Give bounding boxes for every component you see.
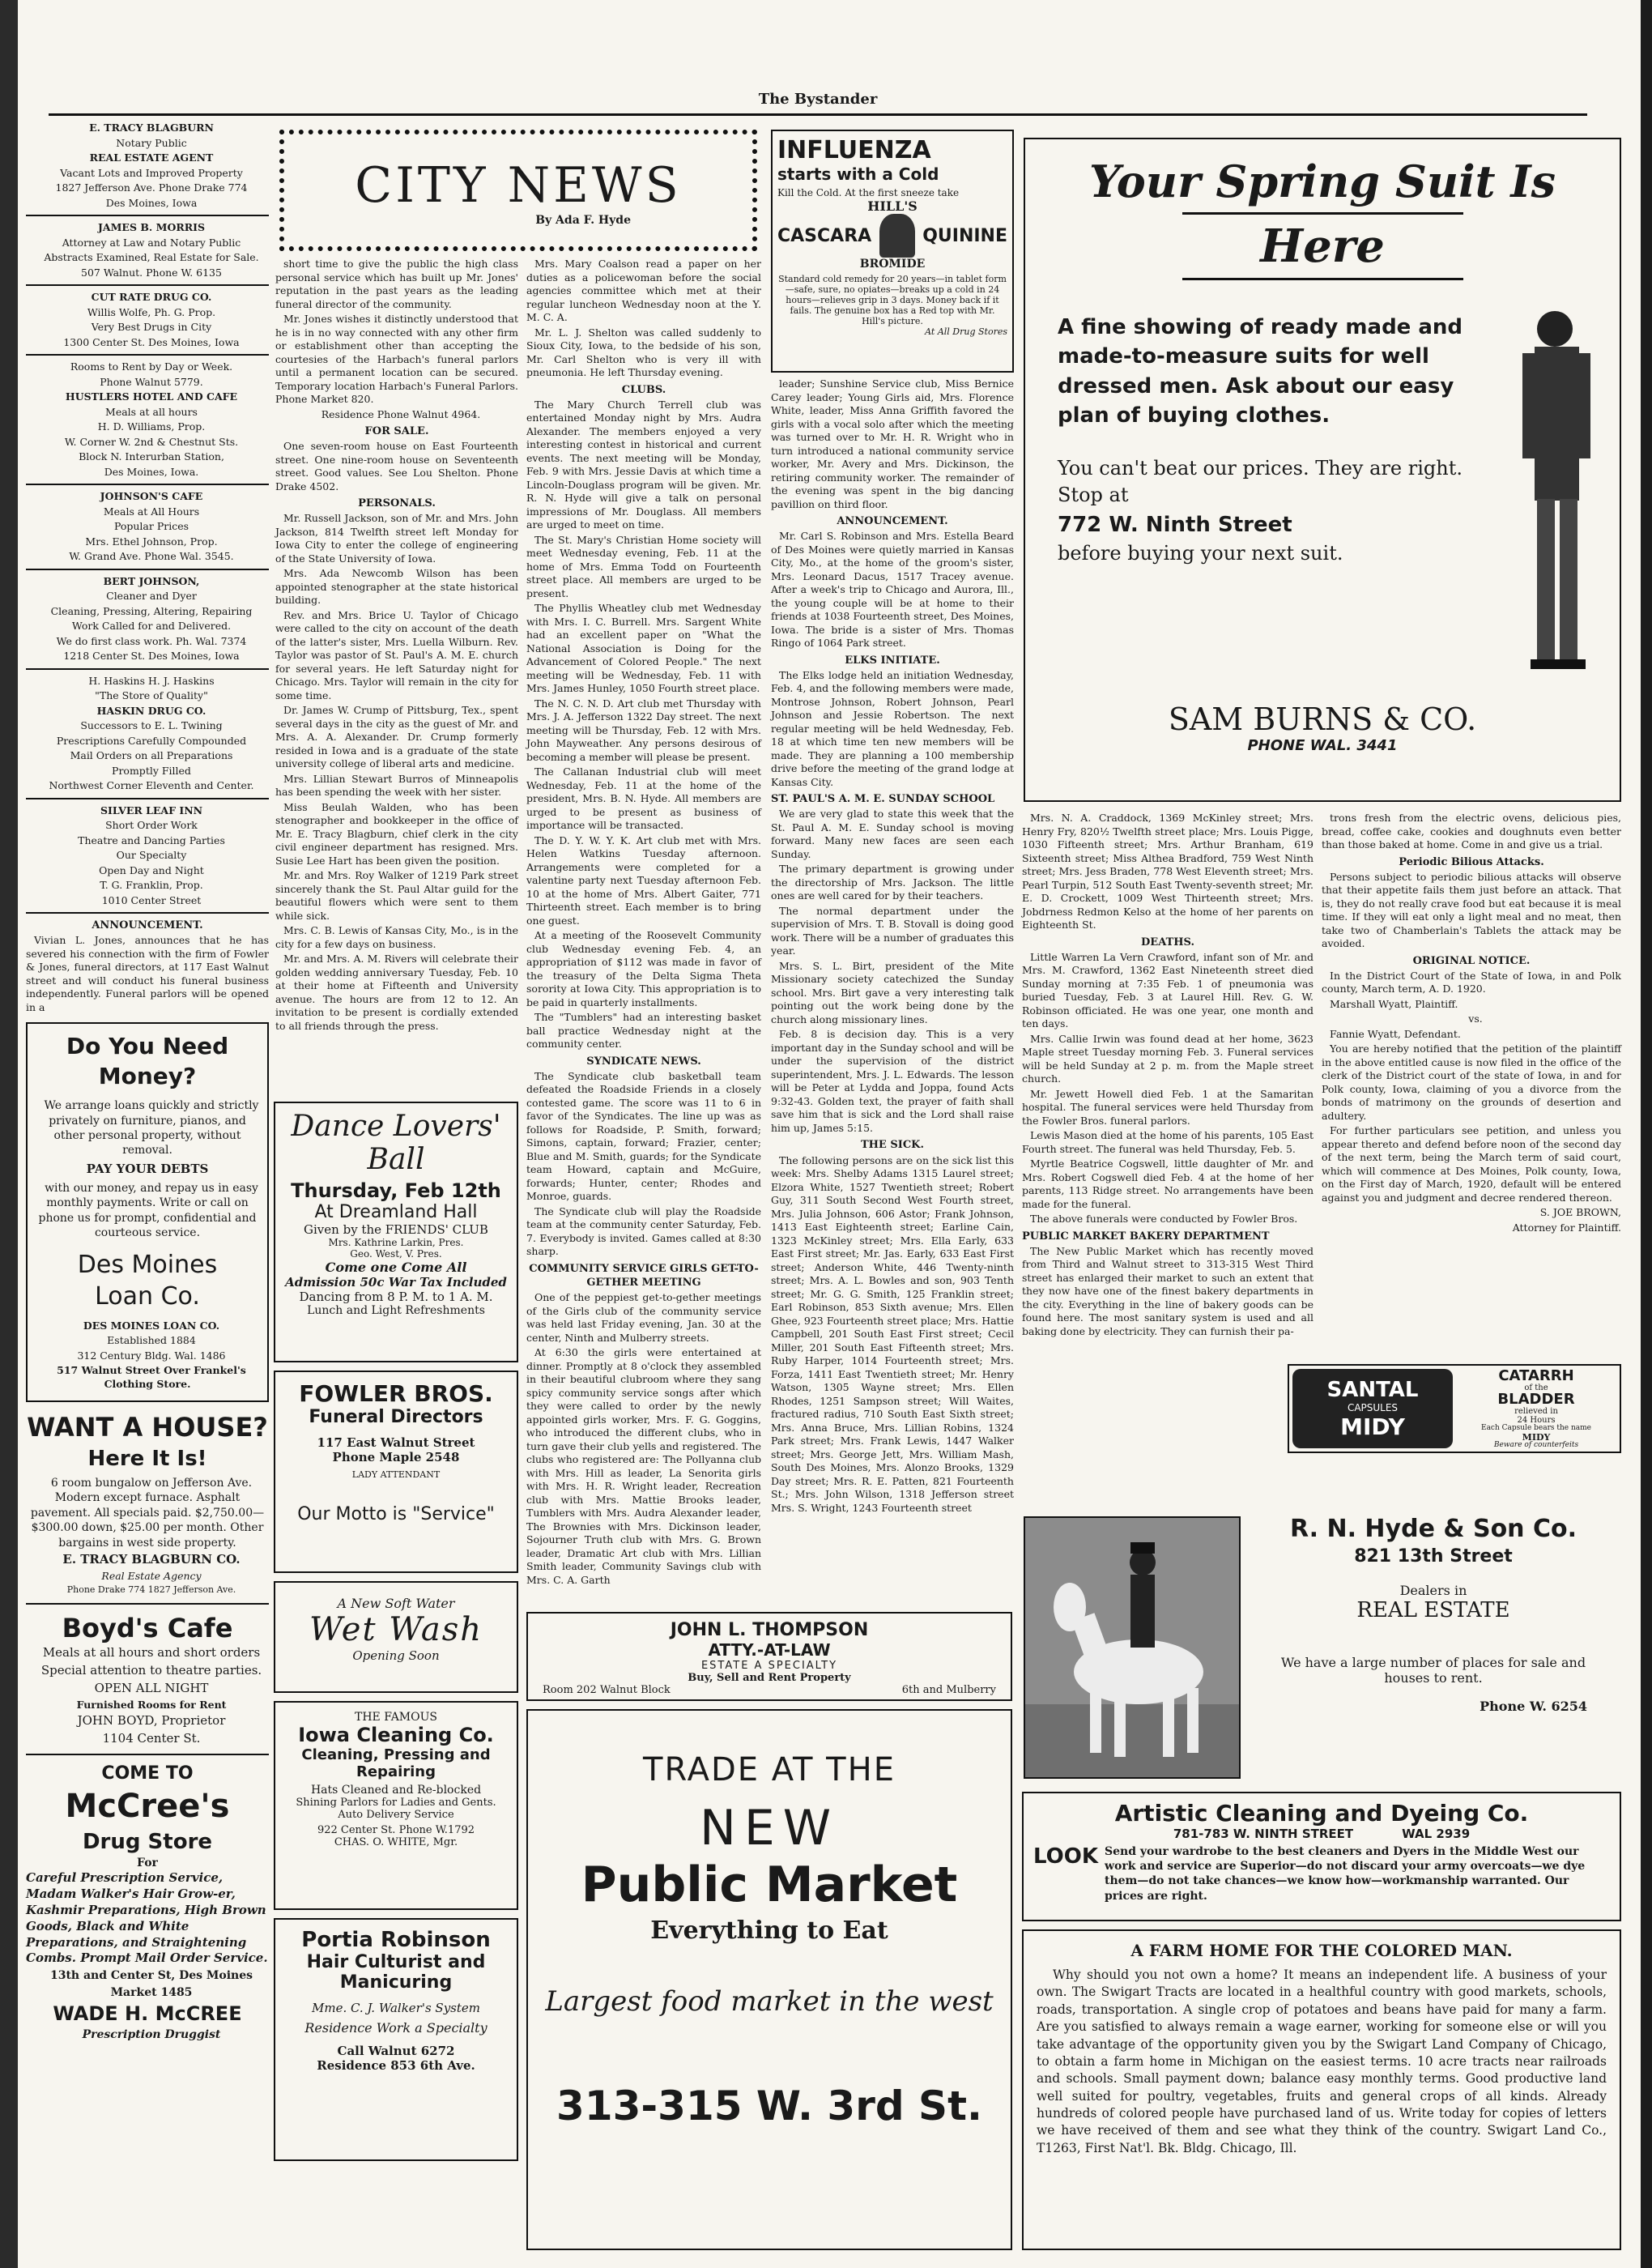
spring-heading: Your Spring Suit Is	[1088, 156, 1556, 207]
ad-line: Prescriptions Carefully Compounded	[56, 734, 247, 747]
thompson-line: Room 202 Walnut Block	[543, 1684, 671, 1696]
news-paragraph: The normal department under the supervision of Mrs. T. B. Stovall is doing good work. There will be a number of graduates this year.	[771, 904, 1014, 957]
ad-artistic-cleaning	[1022, 1792, 1621, 1921]
ad-line: Theatre and Dancing Parties	[78, 833, 225, 846]
st-pauls-heading: ST. PAUL'S A. M. E. SUNDAY SCHOOL	[771, 793, 995, 806]
ad-des-moines-loan	[26, 1022, 269, 1402]
news-paragraph: Myrtle Beatrice Cogswell, little daughter of Mr. and Mrs. Robert Cogswell died Feb. 4 at the home of her parents, 113 Ridge street. No arrangements have been made for the funeral.	[1022, 1157, 1314, 1210]
ad-line: HUSTLERS HOTEL AND CAFE	[65, 390, 238, 403]
ad-line: Short Order Work	[105, 819, 198, 831]
ad-line: Abstracts Examined, Real Estate for Sale.	[44, 251, 259, 263]
santal-word: CAPSULES	[1347, 1401, 1399, 1413]
news-paragraph: In the District Court of the State of Iowa, in and Polk county, March term, A. D. 1920.	[1322, 969, 1621, 995]
ad-line: Successors to E. L. Twining	[80, 719, 223, 731]
market-line: Everything to Eat	[650, 1916, 888, 1945]
ad-line: Phone Walnut 5779.	[100, 375, 203, 388]
mccree-heading: McCree's	[65, 1787, 230, 1825]
news-paragraph: The Callanan Industrial club will meet Wednesday, Feb. 11 at the home of the president, Mrs. B. N. Hyde. All members are urged to be present as business of importance will be transacted.	[526, 765, 761, 832]
ad-iowa-cleaning	[274, 1701, 518, 1910]
santal-right	[1456, 1369, 1616, 1448]
santal-line: MIDY	[1522, 1431, 1551, 1443]
fowler-line: Funeral Directors	[309, 1407, 483, 1427]
fowler-line: LADY ATTENDANT	[351, 1469, 441, 1480]
news-paragraph: Mrs. Callie Irwin was found dead at her home, 3623 Maple street Tuesday morning Feb. 3. Funeral services will be held Sunday at 2 p. m. from the Maple street church.	[1022, 1032, 1314, 1085]
mccree-line: Drug Store	[82, 1829, 213, 1854]
wetwash-heading: Wet Wash	[309, 1611, 483, 1648]
loan-foot: DES MOINES LOAN CO.	[83, 1319, 220, 1332]
news-column-6	[1322, 812, 1621, 1281]
signature-line: Attorney for Plaintiff.	[1512, 1221, 1621, 1234]
deaths-heading: DEATHS.	[1141, 936, 1194, 949]
news-paragraph: Mr. and Mrs. A. M. Rivers will celebrate their golden wedding anniversary Tuesday, Feb. 10 at their home at Fifteenth and University avenue. The hours are from 12 to 12. An invitation to be present is cordially extended to all friends through the press.	[275, 953, 518, 1032]
syndicate-heading: SYNDICATE NEWS.	[586, 1055, 701, 1068]
news-paragraph: Little Warren La Vern Crawford, infant son of Mr. and Mrs. M. Crawford, 1362 East Nineteenth street died Sunday morning at 7:35 Feb. 1 of pneumonia was buried Tuesday, Feb. 3 at Laurel Hill. Rev. G. W. Robinson officiated. He was one year, one month and ten days.	[1022, 950, 1314, 1030]
santal-line: Each Capsule bears the name	[1481, 1424, 1591, 1433]
market-heading: NEW	[699, 1800, 840, 1857]
ad-line: W. Grand Ave. Phone Wal. 3545.	[69, 550, 234, 562]
thompson-line: ESTATE A SPECIALTY	[700, 1660, 838, 1672]
news-paragraph: Mr. and Mrs. Roy Walker of 1219 Park street sincerely thank the St. Paul Altar guild for the beautiful flowers which were sent to them while sick.	[275, 869, 518, 922]
mccree-line: For	[137, 1856, 158, 1869]
artistic-look: LOOK	[1033, 1844, 1098, 1869]
news-paragraph: Mrs. Mary Coalson read a paper on her duties as a policewoman before the social agencies committee which met at their regular luncheon Wednesday noon at the Y. M. C. A.	[526, 258, 761, 323]
ad-line: SILVER LEAF INN	[100, 804, 203, 816]
hyde-line: We have a large number of places for sale and houses to rent.	[1280, 1655, 1586, 1686]
wetwash-line: Opening Soon	[352, 1648, 440, 1663]
personals-heading: PERSONALS.	[358, 497, 436, 510]
for-sale-heading: FOR SALE.	[364, 425, 429, 437]
santal-line: relieved in	[1514, 1407, 1558, 1417]
fowler-heading: FOWLER BROS.	[299, 1380, 493, 1407]
news-paragraph: The Syndicate club basketball team defeated the Roadside Friends in a closely contested game. The score was 11 to 6 in favor of the Syndicates. The line up was as follows for Roadside, P. Smith, forward; Simons, captain, forward; Frazier, center; Blue and M. Smith, guards; for the Syndicate team Howard, captain and McGuire, forwards; Hunter, center; Rhodes and Monroe, guards.	[526, 1069, 761, 1203]
city-news-header	[279, 130, 757, 251]
iowa-line: Hats Cleaned and Re-blocked	[310, 1784, 482, 1797]
news-paragraph: You are hereby notified that the petition of the plaintiff in the above entitled cause is now filed in the office of the clerk of the District court of the state of Iowa, in and for Polk county, Iowa, claiming of you a divorce from the bonds of matrimony on the grounds of desertion and adultery.	[1322, 1042, 1621, 1122]
news-paragraph: The following persons are on the sick list this week: Mrs. Shelby Adams 1315 Laurel street; Elzora White, 1527 Twentieth street; Robert Guy, 311 South Second West Fourth street, Mrs. Julia Johnson, 606 Astor; Frank Johnson, 1413 East Eighteenth street; Earline Cain, 1323 McKinley street; Mrs. Ella Early, 633 East First street; Mr. Jas. Early, 633 East First street; Anderson White, 446 Twenty-ninth street; Mrs. A. L. Bowles and son, 903 Tenth street; Mr. G. G. Smith, 125 Franklin street; Earl Robinson, 853 Sixth avenue; Mrs. Ellen Ghee, 923 Fourteenth street place; Mrs. Hattie Campbell, 201 South East First street; Cecil Miller, 201 South East Fifteenth street; Mrs. Ruby Harper, 1014 Fourteenth street; Mrs. Forza, 1411 East Twentieth street; Mr. Henry Watson, 1305 Wayne street; Mrs. Ellen Rhodes, 1251 Sampson street; Will Waites, fractured radius, 710 South East Sixth street; Mrs. Anna Bruce, Mrs. Lillian Robins, 1324 Park street; Mrs. Frank Lewis, 1447 Walker street; Mrs. George Jett, Mrs. William Mash, South Des Moines, Mrs. Alonzo Brooks, 1329 Day street; Mrs. R. E. Patten, 821 Fourteenth St.; Mrs. John Wilson, 1318 Jefferson street Mrs. S. Wright, 1243 Fourteenth street	[771, 1153, 1014, 1514]
news-paragraph: The Mary Church Terrell club was entertained Monday night by Mrs. Audra Alexander. The members enjoyed a very interesting contest in historical and current events. The next meeting will be Monday, Feb. 9 with Mrs. Jessie Davis at which time a Lincoln-Douglass program will be given. Mr. R. N. Hyde will give a talk on personal impressions of Mr. Douglass. All members are urged to meet on time.	[526, 398, 761, 531]
market-line: TRADE AT THE	[643, 1751, 896, 1788]
mccree-line: COME TO	[101, 1763, 194, 1784]
ad-line: JAMES B. MORRIS	[97, 221, 205, 233]
spring-beat: You can't beat our prices. They are right. Stop at	[1058, 456, 1463, 507]
city-news-title: CITY NEWS	[355, 157, 682, 214]
fowler-line: Phone Maple 2548	[332, 1450, 460, 1464]
mccree-body: Careful Prescription Service, Madam Walker's Hair Grow-er, Kashmir Preparations, High Brown Goods, Black and White Preparations, and Straightening Combs. Prompt Mail Order Service.	[26, 1870, 268, 1966]
iowa-line: THE FAMOUS	[354, 1711, 438, 1724]
boyd-heading: Boyd's Cafe	[62, 1613, 233, 1643]
ad-want-a-house	[26, 1410, 269, 1605]
news-paragraph: Mrs. S. L. Birt, president of the Mite Missionary society catechized the Sunday school. Mrs. Birt gave a very interesting talk pointing out the work being done by the church along missionary lines.	[771, 959, 1014, 1025]
influenza-heading: INFLUENZA	[777, 136, 931, 164]
thompson-heading: JOHN L. THOMPSON	[670, 1620, 869, 1640]
ad-line: Block N. Interurban Station,	[79, 450, 224, 463]
dance-lunch: Lunch and Light Refreshments	[307, 1304, 485, 1317]
house-foot: Real Estate Agency	[101, 1569, 202, 1582]
news-paragraph: Mrs. Ada Newcomb Wilson has been appointed stenographer at the state historical building.	[275, 567, 518, 607]
brand-name: BROMIDE	[859, 258, 926, 271]
artistic-heading: Artistic Cleaning and Dyeing Co.	[1114, 1800, 1529, 1827]
news-paragraph: The "Tumblers" had an interesting basket ball practice Wednesday night at the community center.	[526, 1011, 761, 1051]
ad-line: Des Moines, Iowa	[105, 196, 198, 209]
portia-line: Mme. C. J. Walker's System	[311, 2001, 480, 2015]
news-paragraph: Mrs. Lillian Stewart Burros of Minneapolis has been spending the week with her sister.	[275, 772, 518, 799]
thompson-line: Buy, Sell and Rent Property	[688, 1672, 851, 1684]
market-slogan: Largest food market in the west	[545, 1985, 994, 2018]
ad-line: CUT RATE DRUG CO.	[91, 291, 212, 303]
news-paragraph: short time to give the public the high class personal service which has built up Mr. Jones' reputation in the past years as the leading funeral director of the community.	[275, 258, 518, 310]
ad-line: Des Moines, Iowa.	[104, 465, 199, 478]
portia-line: Residence Work a Specialty	[304, 2020, 488, 2036]
dance-admission: Admission 50c War Tax Included	[285, 1275, 507, 1290]
ad-rn-hyde-son	[1247, 1515, 1620, 1782]
ad-cut-rate-drug	[26, 291, 269, 356]
news-paragraph: vs.	[1468, 1013, 1483, 1025]
page-edge-left	[0, 0, 18, 2268]
news-paragraph: Marshall Wyatt, Plaintiff.	[1330, 997, 1458, 1010]
mccree-line: Market 1485	[110, 1985, 193, 1999]
news-paragraph: The D. Y. W. Y. K. Art club met with Mrs. Helen Watkins Tuesday afternoon. Arrangements were completed for a valentine party next Tuesday afternoon Feb. 10 at the home of Mrs. Albert Gaiter, 771 Thirteenth street. Each member is to bring one guest.	[526, 833, 761, 927]
ad-new-public-market	[526, 1709, 1012, 2250]
ad-line: 507 Walnut. Phone W. 6135	[81, 266, 222, 279]
ad-line: BERT JOHNSON,	[103, 574, 200, 587]
csg-heading: COMMUNITY SERVICE GIRLS GET-TO-GETHER MEETING	[529, 1262, 759, 1289]
fowler-line: 117 East Walnut Street	[317, 1435, 475, 1450]
ad-line: REAL ESTATE AGENT	[89, 151, 214, 164]
mccree-name: WADE H. McCREE	[53, 2002, 242, 2026]
elks-heading: ELKS INITIATE.	[845, 654, 940, 667]
spring-body: A fine showing of ready made and made-to-measure suits for well dressed men. Ask about our easy plan of buying clothes.	[1058, 315, 1463, 428]
ad-line: T. G. Franklin, Prop.	[100, 879, 203, 891]
bilious-heading: Periodic Bilious Attacks.	[1399, 855, 1544, 868]
santal-left	[1292, 1369, 1453, 1448]
news-paragraph: The Syndicate club will play the Roadside team at the community center Saturday, Feb. 7. Everybody is invited. Games called at 8:30 sharp.	[526, 1204, 761, 1258]
thompson-line: ATTY.-AT-LAW	[708, 1640, 831, 1660]
ad-line: Mrs. Ethel Johnson, Prop.	[85, 535, 218, 548]
page-edge-right	[1641, 0, 1652, 2268]
ad-fowler-bros	[274, 1371, 518, 1573]
ad-line: Promptly Filled	[112, 764, 191, 777]
ad-line: Meals at all hours	[105, 405, 198, 418]
ad-line: JOHNSON'S CAFE	[100, 490, 203, 502]
ad-boyds-cafe	[26, 1611, 269, 1755]
dance-place: At Dreamland Hall	[314, 1202, 478, 1222]
news-paragraph: Mr. Carl S. Robinson and Mrs. Estella Beard of Des Moines were quietly married in Kansas City, Mo., at the home of the groom's sister, Mrs. Leonard Dacus, 1517 Tracey avenue. After a week's trip to Chicago and Aurora, Ill., the young couple will be at home to their friends at 1038 Fourteenth street, Des Moines, Iowa. The bride is a sister of Mrs. Thomas Ringo of 1064 Park street.	[771, 530, 1014, 650]
masthead-rule	[49, 113, 1587, 116]
spring-address: 772 W. Ninth Street	[1058, 512, 1292, 537]
news-paragraph: We are very glad to state this week that the St. Paul A. M. E. Sunday school is moving forward. Many new faces are seen each Sunday.	[771, 808, 1014, 860]
spring-before: before buying your next suit.	[1058, 541, 1343, 565]
santal-line: of the	[1524, 1383, 1548, 1392]
house-foot: Phone Drake 774 1827 Jefferson Ave.	[66, 1584, 236, 1596]
spring-company: SAM BURNS & CO.	[1168, 701, 1477, 737]
city-news-column-3	[771, 377, 1014, 1514]
ad-line: Cleaner and Dyer	[106, 590, 197, 602]
brand-row	[777, 214, 1007, 258]
portia-heading: Portia Robinson	[301, 1928, 491, 1952]
news-paragraph: For further particulars see petition, and unless you appear thereto and defend before noon of the second day of the next term, being the March term of said court, which will commence at Des Moines, Polk county, Iowa, on the First day of March, 1920, default will be entered against you and judgment and decree rendered thereon.	[1322, 1124, 1621, 1204]
market-heading: Public Market	[581, 1857, 958, 1913]
house-body: 6 room bungalow on Jefferson Ave. Modern except furnace. Asphalt pavement. All specials paid. $2,750.00—$300.00 down, $25.00 per month. Other bargains in west side property.	[30, 1476, 265, 1550]
santal-line: CATARRH	[1498, 1367, 1574, 1384]
news-paragraph: Mr. Russell Jackson, son of Mr. and Mrs. John Jackson, 814 Twelfth street left Monday for Iowa City to enter the college of engineering of the State University of Iowa.	[275, 512, 518, 565]
news-paragraph: Fannie Wyatt, Defendant.	[1330, 1027, 1461, 1040]
city-news-byline: By Ada F. Hyde	[535, 214, 631, 227]
ad-line: "The Store of Quality"	[95, 689, 208, 701]
ad-line: H. Haskins H. J. Haskins	[88, 674, 215, 687]
ad-line: Vacant Lots and Improved Property	[60, 166, 243, 179]
iowa-heading: Iowa Cleaning Co.	[298, 1724, 494, 1746]
dance-heading: Ball	[367, 1143, 425, 1176]
news-paragraph: Lewis Mason died at the home of his parents, 105 East Fourth street. The funeral was held Thursday, Feb. 5.	[1022, 1129, 1314, 1155]
loan-foot: Established 1884	[107, 1334, 196, 1347]
thompson-line: 6th and Mulberry	[901, 1684, 996, 1696]
news-paragraph: Residence Phone Walnut 4964.	[321, 407, 481, 420]
ad-line: 1300 Center St. Des Moines, Iowa	[63, 335, 240, 348]
announcement-heading: ANNOUNCEMENT.	[92, 919, 203, 932]
news-paragraph: The New Public Market which has recently moved from Third and Walnut street to 313-315 West Third street has enlarged their market to such an extent that they now have one of the finest bakery departments in the city. Everything in the line of bakery goods can be found here. The most sanitary system is used and all baking done by electricity. They can furnish their pa-	[1022, 1244, 1314, 1337]
news-paragraph: Mr. L. J. Shelton was called suddenly to Sioux City, Iowa, to the bedside of his son, Mr. Carl Shelton who is very ill with pneumonia. He left Thursday evening.	[526, 326, 761, 378]
horse-rider-photo	[1024, 1516, 1241, 1779]
iowa-line: Cleaning, Pressing and Repairing	[301, 1746, 491, 1780]
loan-body: with our money, and repay us in easy monthly payments. Write or call on phone us for prompt, confidential and courteous service.	[38, 1181, 258, 1240]
spring-text	[1041, 296, 1490, 685]
news-paragraph: Rev. and Mrs. Brice U. Taylor of Chicago were called to the city on account of the death of the latter's sister, Mrs. Luella Wilburn. Rev. Taylor was pastor of St. Paul's A. M. E. church for several years. He left Saturday night for Chicago. Mrs. Taylor will remain in the city for some time.	[275, 608, 518, 701]
boyd-line: Special attention to theatre parties.	[40, 1663, 262, 1678]
announcement-text: Vivian L. Jones, announces that he has severed his connection with the firm of Fowler & Jones, funeral directors, at 117 East Walnut street and will conduct his funeral business independently. Funeral parlors will be opened in a	[26, 934, 269, 1013]
news-paragraph: leader; Sunshine Service club, Miss Bernice Carey leader; Young Girls aid, Mrs. Florence White, leader, Miss Anna Griffith favored the girls with a vocal solo after which the meeting was turned over to Mr. H. R. Wright who in turn introduced a national community service worker, Mr. Avery and Mrs. Dickinson, the retiring community worker. The remainder of the evening was spent in the big dancing pavillion on third floor.	[771, 377, 1014, 510]
hyde-line: Phone W. 6254	[1480, 1699, 1587, 1714]
thompson-address-row	[534, 1684, 1004, 1696]
dance-date: Thursday, Feb 12th	[291, 1179, 501, 1202]
news-paragraph: At 6:30 the girls were entertained at dinner. Promptly at 8 o'clock they assembled in their beautiful clubroom where they sang spicy community service songs after which they were called to order by the newly appointed girls worker, Mrs. F. G. Goggins, who introduced the different clubs, who in turn gave their club yells and registered. The clubs who registered are: The Pollyanna club with Mrs. Hill as leader, La Senorita girls with Mrs. H. R. Wright leader, Recreation club with Mrs. Mattie Brooks leader, Tumblers with Mrs. Audra Alexander leader, The Brownies with Mrs. Dickinson leader, Sojourner Truth club with Mrs. G. Brown leader, Dramatic Art club with Mrs. Lillian Smith leader, Community Savings club with Mrs. C. A. Garth	[526, 1346, 761, 1586]
news-paragraph: The St. Mary's Christian Home society will meet Wednesday evening, Feb. 11 at the home of Mrs. Emma Todd on Fourteenth street place. All members are urged to be present.	[526, 533, 761, 599]
farm-heading: A FARM HOME FOR THE COLORED MAN.	[1130, 1941, 1513, 1960]
loan-body: We arrange loans quickly and strictly privately on furniture, pianos, and other personal property, without removal.	[44, 1099, 259, 1157]
ad-sam-burns	[1024, 138, 1621, 802]
influenza-kill: Kill the Cold. At the first sneeze take	[777, 187, 960, 198]
house-heading: WANT A HOUSE?	[27, 1412, 268, 1443]
left-column	[26, 122, 269, 2252]
ad-line: Rooms to Rent by Day or Week.	[70, 360, 233, 373]
ad-line: Cleaning, Pressing, Altering, Repairing	[50, 604, 253, 617]
ad-bert-johnson	[26, 575, 269, 670]
public-market-heading: PUBLIC MARKET BAKERY DEPARTMENT	[1022, 1230, 1270, 1243]
portia-line: Residence 853 6th Ave.	[317, 2058, 475, 2073]
ad-santal-midy	[1288, 1364, 1621, 1453]
dance-officer: Mrs. Kathrine Larkin, Pres.	[328, 1237, 464, 1248]
artistic-address-row	[1033, 1827, 1610, 1841]
ad-line: 1010 Center Street	[101, 893, 202, 906]
ad-line: We do first class work. Ph. Wal. 7374	[56, 634, 247, 647]
sick-heading: THE SICK.	[860, 1139, 925, 1152]
news-column-5	[1022, 812, 1314, 1337]
loan-heading: Money?	[98, 1063, 197, 1090]
iowa-line: Shining Parlors for Ladies and Gents.	[296, 1797, 496, 1809]
suited-man-icon	[1490, 296, 1603, 685]
loan-heading: Do You Need	[66, 1033, 229, 1060]
news-paragraph: Mrs. N. A. Craddock, 1369 McKinley street; Mrs. Henry Fry, 820½ Twelfth street place; Mrs. Louis Pigge, 1030 Fifteenth street; Mrs. Arthur Branham, 619 Sixteenth street; Miss Althea Bradford, 759 West Ninth street; Mrs. Jess Braden, 778 West Eleventh street; Mrs. Pearl Turpin, 512 South East Twenty-seventh street; Mr. E. D. Crockett, 1009 West Thirteenth street; Mrs. Jobdrness Redmon Kelso at the home of her parents on Eighteenth St.	[1022, 812, 1314, 931]
boyd-line: 1104 Center St.	[102, 1730, 201, 1746]
ad-line: Meals at All Hours	[103, 505, 200, 518]
artistic-address: 781-783 W. NINTH STREET	[1173, 1827, 1354, 1841]
brand-name: HILL'S	[867, 198, 918, 214]
dance-hours: Dancing from 8 P. M. to 1 A. M.	[299, 1290, 493, 1304]
hyde-line: REAL ESTATE	[1356, 1598, 1510, 1622]
ad-line: Popular Prices	[113, 520, 189, 532]
wetwash-line: A New Soft Water	[337, 1596, 455, 1611]
artistic-phone: WAL 2939	[1402, 1827, 1471, 1841]
hyde-heading: R. N. Hyde & Son Co.	[1289, 1515, 1577, 1543]
influenza-subheading: starts with a Cold	[777, 164, 939, 184]
news-paragraph: The N. C. N. D. Art club met Thursday with Mrs. J. A. Jefferson 1322 Day street. The next meeting will be Thursday, Feb. 12 with Mrs. John Mayweather. Any persons desirous of becoming a member will please be present.	[526, 697, 761, 763]
portrait-icon	[879, 214, 915, 258]
news-paragraph: Mr. Jewett Howell died Feb. 1 at the Samaritan hospital. The funeral services were held Thursday from the Fowler Bros. funeral parlors.	[1022, 1087, 1314, 1127]
ad-johnsons-cafe	[26, 490, 269, 570]
horse-rider-icon	[1025, 1518, 1239, 1777]
dance-officer: Geo. West, V. Pres.	[350, 1248, 442, 1260]
news-paragraph: Feb. 8 is decision day. This is a very important day in the Sunday school and will be under the supervision of the district superintendent, Mrs. J. L. Edwards. The lesson will be Peter at Lydda and Joppa, found Acts 9:32-43. Golden text, the prayer of faith shall save him that is sick and the Lord shall raise him up, James 5:15.	[771, 1028, 1014, 1134]
ad-dance-lovers-ball	[274, 1102, 518, 1362]
clubs-heading: CLUBS.	[621, 383, 666, 396]
portia-line: Hair Culturist and Manicuring	[306, 1952, 486, 1993]
dance-come: Come one Come All	[325, 1260, 467, 1275]
ad-line: Our Specialty	[116, 849, 187, 861]
original-notice-heading: ORIGINAL NOTICE.	[1412, 954, 1531, 967]
influenza-body: Standard cold remedy for 20 years—in tablet form—safe, sure, no opiates—breaks up a cold in 24 hours—relieves grip in 3 days. Money back if it fails. The genuine box has a Red top with Mr. Hill's picture.	[778, 274, 1007, 326]
ad-blagburn	[26, 122, 269, 216]
news-paragraph: Mrs. C. B. Lewis of Kansas City, Mo., is in the city for a few days on business.	[275, 924, 518, 950]
boyd-line: Furnished Rooms for Rent	[76, 1698, 227, 1711]
ad-john-l-thompson	[526, 1612, 1012, 1701]
news-paragraph: The Elks lodge held an initiation Wednesday, Feb. 4, and the following members were made, Montrose Johnson, Robert Johnson, Pearl Johnson and Jessie Robertson. The next regular meeting will be held Wednesday, Feb. 18 at which time ten new members will be made. They are planning a 100 membership drive before the meeting of the grand lodge at Kansas City.	[771, 668, 1014, 788]
masthead: The Bystander	[758, 91, 878, 108]
suited-man-illustration	[1490, 296, 1603, 685]
ad-line: 1827 Jefferson Ave. Phone Drake 774	[55, 181, 248, 194]
influenza-foot: At All Drug Stores	[925, 326, 1007, 337]
news-paragraph: The Phyllis Wheatley club met Wednesday with Mrs. I. C. Burrell. Mrs. Sargent White had an excellent paper on "What the National Association is Doing for the Advancement of Colored People." The next meeting will be Wednesday, Feb. 11 with Mrs. James Hunley, 1050 Fourth street place.	[526, 602, 761, 695]
announcement-heading: ANNOUNCEMENT.	[837, 515, 948, 527]
ad-haskin-drug	[26, 675, 269, 799]
brand-name: CASCARA	[777, 225, 872, 246]
city-news-column-2	[526, 258, 761, 1602]
ad-line: E. TRACY BLAGBURN	[89, 122, 214, 134]
portia-line: Call Walnut 6272	[337, 2044, 455, 2058]
news-paragraph: Mr. Jones wishes it distinctly understood that he is in no way connected with any other firm or establishment other than accepting the courtesies of the Harbach's funeral parlors until a permanent location can be secured. Temporary location Harbach's Funeral Parlors. Phone Market 820.	[275, 313, 518, 405]
spring-heading: Here	[1260, 220, 1385, 273]
ad-line: Notary Public	[116, 136, 187, 149]
artistic-body: Send your wardrobe to the best cleaners and Dyers in the Middle West our work and service are Superior—do not discard your army overcoats—we dye them—do not take chances—we know how—workmanship warranted. Our prices are right.	[1105, 1845, 1586, 1903]
santal-word: MIDY	[1340, 1413, 1405, 1440]
mccree-line: Prescription Druggist	[82, 2027, 221, 2041]
ad-wet-wash	[274, 1581, 518, 1693]
ad-line: H. D. Williams, Prop.	[97, 420, 206, 433]
ad-line: Very Best Drugs in City	[91, 321, 212, 333]
news-paragraph: trons fresh from the electric ovens, delicious pies, bread, coffee cake, cookies and doughnuts even better than those baked at home. Come in and give us a trial.	[1322, 812, 1621, 850]
spring-rule	[1182, 212, 1463, 215]
boyd-line: OPEN ALL NIGHT	[94, 1680, 209, 1695]
ad-line: HASKIN DRUG CO.	[96, 704, 206, 717]
ad-line: Willis Wolfe, Ph. G. Prop.	[87, 305, 216, 318]
news-paragraph: One of the peppiest get-to-gether meetings of the Girls club of the community service was held last Friday evening, Jan. 30 at the center, Ninth and Mulberry streets.	[526, 1291, 761, 1344]
santal-line: Beware of counterfeits	[1493, 1441, 1579, 1450]
ad-farm-home	[1022, 1929, 1621, 2250]
fowler-motto: Our Motto is "Service"	[297, 1504, 495, 1524]
ad-line: Open Day and Night	[99, 863, 204, 876]
loan-foot: 517 Walnut Street Over Frankel's Clothing Store.	[57, 1364, 246, 1390]
ad-hustlers-hotel	[26, 360, 269, 485]
santal-line: 24 Hours	[1517, 1415, 1556, 1425]
house-heading: Here It Is!	[87, 1446, 207, 1471]
ad-portia-robinson	[274, 1918, 518, 2161]
spring-rule	[1182, 278, 1463, 280]
loan-name: Loan Co.	[95, 1282, 200, 1311]
city-news-column-1	[275, 258, 518, 1092]
dance-given: Given by the FRIENDS' CLUB	[304, 1222, 488, 1237]
ad-mccrees-drug	[26, 1762, 269, 2042]
news-paragraph: One seven-room house on East Fourteenth street. One nine-room house on Seventeenth street. Good values. See Lou Shelton. Phone Drake 4502.	[275, 440, 518, 492]
hyde-line: Dealers in	[1399, 1583, 1467, 1598]
ad-line: Work Called for and Delivered.	[71, 620, 232, 632]
ad-line: W. Corner W. 2nd & Chestnut Sts.	[64, 435, 239, 448]
boyd-line: JOHN BOYD, Proprietor	[77, 1713, 226, 1729]
ad-morris	[26, 221, 269, 286]
artistic-body-row	[1033, 1844, 1610, 1904]
loan-name: Des Moines	[77, 1250, 218, 1279]
farm-body: Why should you not own a home? It means an independent life. A business of your own. The Swigart Tracts are located in a healthful country with good markets, schools, roads, transportation. A single crop of potatoes and beans have paid for many a farm. Are you satisfied to always remain a wage earner, working for someone else or will you take advantage of the opportunity given you by the Swigart Land Company of Chicago, to obtain a farm home in Michigan on the easiest terms. 10 acre tracts near railroads and schools. Small payment down; balance easy monthly terms. Good productive land well suited for poultry, vegetables, fruits and general crops of all kinds. Already hundreds of colored people have purchased land of us. Write today for copies of letters we have received of them and see what they think of the country. Swigart Land Co., T1263, First Nat'l. Bk. Bldg. Chicago, Ill.	[1037, 1967, 1607, 2155]
news-paragraph: The primary department is growing under the directorship of Mrs. Jackson. The little ones are well cared for by their teachers.	[771, 863, 1014, 902]
news-paragraph: Persons subject to periodic bilious attacks will observe that their appetite fails them just before an attack. That is, they do not really crave food but eat because it is meal time. If they will eat only a light meal and no meat, then take two of Chamberlain's Tablets the attack may be avoided.	[1322, 870, 1621, 950]
iowa-line: Auto Delivery Service	[338, 1809, 454, 1821]
iowa-line: 922 Center St. Phone W.1792	[317, 1824, 475, 1836]
loan-foot: 312 Century Bldg. Wal. 1486	[77, 1349, 226, 1362]
market-address: 313-315 W. 3rd St.	[556, 2083, 982, 2129]
house-foot: E. TRACY BLAGBURN CO.	[62, 1552, 241, 1567]
santal-word: SANTAL	[1326, 1377, 1419, 1402]
boyd-line: Meals at all hours and short orders	[42, 1645, 261, 1660]
brand-name: QUININE	[922, 225, 1007, 246]
ad-hills-cascara-quinine	[771, 130, 1014, 373]
hyde-line: 821 13th Street	[1354, 1546, 1513, 1567]
news-paragraph: Dr. James W. Crump of Pittsburg, Tex., spent several days in the city as the guest of Mr. and Mrs. A. A. Alexander. Dr. Crump formerly resided in Iowa and is a graduate of the state university college of liberal arts and medicine.	[275, 704, 518, 770]
news-paragraph: The above funerals were conducted by Fowler Bros.	[1030, 1213, 1298, 1226]
ad-silver-leaf-inn	[26, 804, 269, 914]
news-paragraph: Miss Beulah Walden, who has been stenographer and bookkeeper in the office of Mr. E. Tracy Blagburn, chief clerk in the city civil engineer department has resigned. Mrs. Susie Lee Hart has been given the position.	[275, 800, 518, 867]
loan-pay: PAY YOUR DEBTS	[86, 1161, 209, 1176]
santal-line: BLADDER	[1497, 1391, 1575, 1409]
news-paragraph: At a meeting of the Roosevelt Community club Wednesday evening Feb. 4, an appropriation of $112 was made in favor of the treasury of the Delta Sigma Theta sorority at Iowa City. This appropriation is to be paid in quarterly installments.	[526, 929, 761, 1008]
ad-line: 1218 Center St. Des Moines, Iowa	[63, 650, 240, 662]
spring-body-row	[1041, 296, 1603, 685]
iowa-line: CHAS. O. WHITE, Mgr.	[334, 1836, 458, 1848]
signature-line: S. JOE BROWN,	[1539, 1206, 1621, 1219]
mccree-line: 13th and Center St, Des Moines	[49, 1969, 253, 1983]
ad-line: Attorney at Law and Notary Public	[62, 236, 241, 249]
ad-line: Mail Orders on all Preparations	[70, 749, 233, 761]
dance-heading: Dance Lovers'	[291, 1110, 501, 1143]
ad-line: Northwest Corner Eleventh and Center.	[49, 779, 254, 791]
spring-phone: PHONE WAL. 3441	[1247, 737, 1398, 754]
